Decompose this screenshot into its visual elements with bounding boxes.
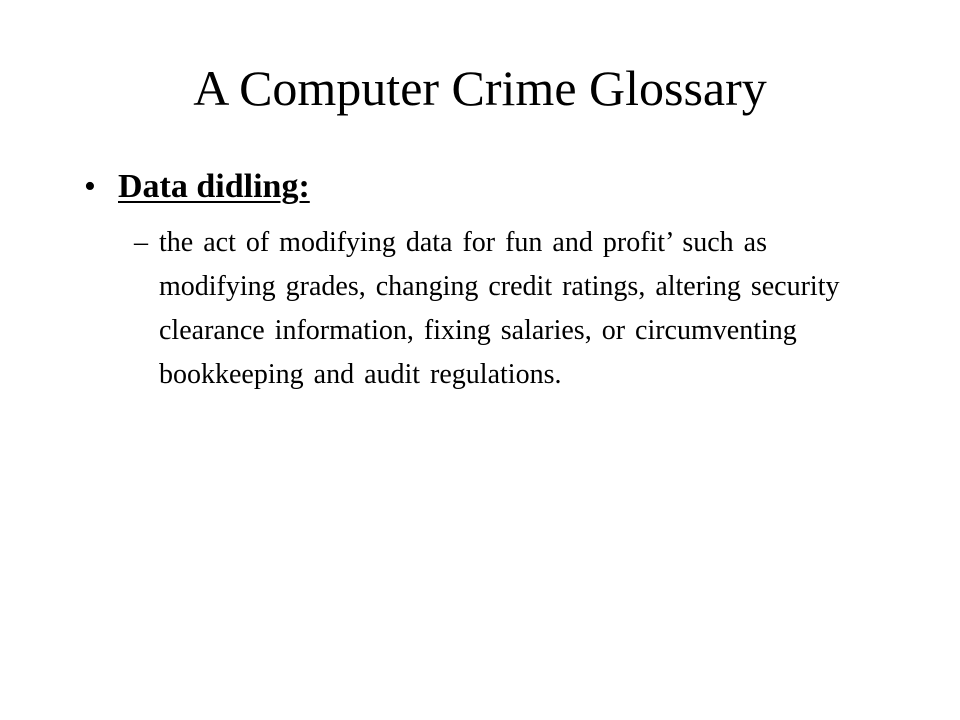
slide-title: A Computer Crime Glossary [193,60,767,116]
sub-bullet-text: the act of modifying data for fun and profit’ such as modifying grades, changing credit ratings, altering security clearance information, fixing salaries, or circumventing bookkeeping and audit regulations. [159,227,840,390]
bullet-glyph: • [84,168,96,205]
bullet-term: Data didling: [118,168,310,205]
bullet-item [84,164,884,210]
sub-bullet-dash: – [134,227,148,258]
